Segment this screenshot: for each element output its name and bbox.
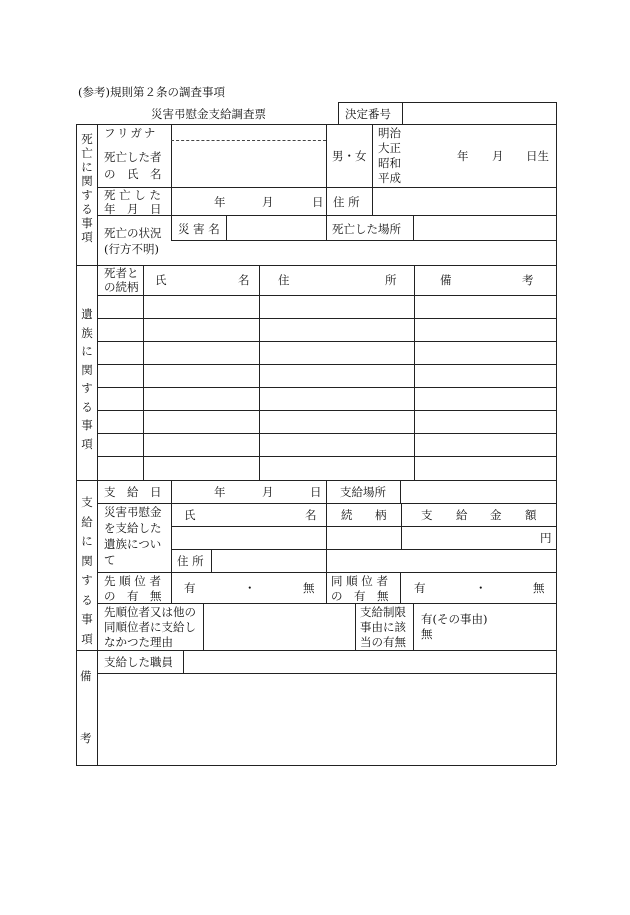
death-section-char: に bbox=[81, 160, 93, 174]
sex-divider-right bbox=[372, 124, 373, 187]
family-section-char: 遺 bbox=[81, 307, 93, 321]
family-col-divider-2 bbox=[259, 265, 260, 480]
payment-section-char: 支 bbox=[81, 495, 93, 509]
same-priority-divider bbox=[400, 572, 401, 603]
era-showa[interactable]: 昭和 bbox=[378, 156, 401, 170]
payment-row-line-2 bbox=[97, 572, 556, 573]
payment-date-label: 支 給 日 bbox=[104, 485, 162, 499]
death-section-char: る bbox=[81, 202, 93, 216]
family-row-line bbox=[97, 341, 556, 342]
payment-place-label: 支給場所 bbox=[340, 485, 386, 499]
payment-section-char: 事 bbox=[81, 612, 93, 626]
death-date-label-1: 死 亡 し た bbox=[104, 188, 161, 202]
death-label-divider bbox=[171, 124, 172, 241]
priority-no-option[interactable]: 無 bbox=[303, 581, 315, 595]
death-year-label: 年 bbox=[214, 195, 226, 209]
frame-right bbox=[556, 124, 557, 765]
family-col-divider-3 bbox=[414, 265, 415, 480]
payment-section-char: る bbox=[81, 592, 93, 607]
recipient-label-1: 災害弔慰金 bbox=[104, 505, 162, 519]
recipient-label-2: を支給した bbox=[104, 521, 162, 535]
payment-place-divider-left bbox=[326, 480, 327, 503]
limit-divider-right bbox=[413, 603, 414, 650]
family-row-line bbox=[97, 364, 556, 365]
death-section-char: 死 bbox=[81, 132, 93, 146]
place-divider bbox=[413, 215, 414, 240]
frame-left bbox=[76, 124, 77, 765]
decision-number-label: 決定番号 bbox=[345, 107, 391, 121]
limit-label-3: 当の有無 bbox=[360, 635, 406, 649]
family-section-char: 関 bbox=[81, 362, 93, 377]
amount-label-4: 額 bbox=[525, 508, 537, 522]
payment-section-label bbox=[80, 493, 94, 649]
col-remarks-label-2: 考 bbox=[522, 273, 534, 287]
limit-yes-option[interactable]: 有(その事由) bbox=[421, 612, 488, 626]
limit-divider-left bbox=[355, 603, 356, 650]
recipient-relation-label-2: 柄 bbox=[375, 508, 387, 522]
decision-box-top bbox=[338, 102, 556, 103]
staff-row-line bbox=[97, 673, 556, 674]
recipient-label-4: て bbox=[104, 553, 116, 567]
payment-place-divider-right bbox=[400, 480, 401, 503]
death-date-label-2: 年 月 日 bbox=[104, 202, 162, 216]
death-section-label bbox=[80, 132, 94, 244]
family-row-line bbox=[97, 433, 556, 434]
priority-yes-option[interactable]: 有 bbox=[184, 581, 196, 595]
payment-subrow-line-1 bbox=[171, 526, 556, 527]
reason-label-1: 先順位者又は他の bbox=[104, 605, 196, 619]
frame-bottom bbox=[76, 765, 556, 766]
death-status-label-2: (行方不明) bbox=[104, 242, 159, 256]
section-divider-remarks bbox=[76, 650, 556, 651]
death-section-char: 関 bbox=[81, 174, 93, 188]
recipient-address-label: 住 所 bbox=[177, 554, 204, 568]
disaster-divider bbox=[226, 215, 227, 240]
payment-section-char: 項 bbox=[81, 631, 93, 646]
col-relation-label-1: 死者と bbox=[104, 266, 139, 280]
section-divider-family bbox=[76, 265, 556, 266]
col-address-label-2: 所 bbox=[385, 273, 397, 287]
family-section-char: 項 bbox=[81, 436, 93, 451]
limit-label-2: 事由に該 bbox=[360, 620, 406, 634]
family-row-line bbox=[97, 456, 556, 457]
priority-label-1: 先 順 位 者 bbox=[104, 574, 161, 588]
payment-row-line-3 bbox=[97, 603, 556, 604]
section-divider-payment bbox=[76, 480, 556, 481]
address-divider-left bbox=[326, 187, 327, 240]
recipient-relation-label-1: 続 bbox=[341, 508, 353, 522]
payment-year-label: 年 bbox=[214, 485, 226, 499]
era-meiji[interactable]: 明治 bbox=[378, 126, 401, 140]
payment-staff-label: 支給した職員 bbox=[104, 655, 173, 669]
family-section-char: す bbox=[81, 381, 93, 395]
payment-section-char: 関 bbox=[81, 553, 93, 568]
death-place-label: 死亡した場所 bbox=[332, 222, 401, 236]
payment-label-divider bbox=[171, 480, 172, 603]
same-priority-yes-option[interactable]: 有 bbox=[414, 581, 426, 595]
reason-label-2: 同順位者に支給し bbox=[104, 620, 196, 634]
death-section-char: 事 bbox=[81, 216, 93, 230]
sex-options[interactable]: 男・女 bbox=[332, 149, 367, 163]
disaster-name-label: 災 害 名 bbox=[178, 222, 220, 236]
birth-day-label: 日生 bbox=[526, 149, 549, 163]
amount-label-2: 給 bbox=[456, 508, 468, 522]
family-section-char: る bbox=[81, 399, 93, 414]
family-section-char: 事 bbox=[81, 418, 93, 432]
limit-label-1: 支給制限 bbox=[360, 605, 406, 619]
priority-separator: ・ bbox=[244, 581, 256, 595]
family-col-divider-1 bbox=[143, 265, 144, 480]
remarks-section-label-1: 備 bbox=[80, 669, 92, 683]
payment-subrow-line-2 bbox=[171, 549, 556, 550]
deceased-name-label-1: 死亡した者 bbox=[104, 150, 162, 164]
decision-box-right bbox=[556, 102, 557, 124]
recipient-address-divider bbox=[211, 549, 212, 572]
amount-label-1: 支 bbox=[421, 508, 433, 522]
furigana-dashed-line bbox=[171, 140, 326, 141]
sex-divider-left bbox=[326, 124, 327, 187]
col-remarks-label-1: 備 bbox=[440, 273, 452, 287]
form-title: 災害弔慰金支給調査票 bbox=[151, 107, 266, 121]
death-row-line-3 bbox=[171, 240, 556, 241]
col-name-label-2: 名 bbox=[238, 273, 250, 287]
frame-top bbox=[76, 124, 556, 125]
amount-label-3: 金 bbox=[490, 508, 502, 522]
payment-section-char: 給 bbox=[81, 514, 93, 529]
section-label-divider bbox=[97, 124, 98, 765]
death-day-label: 日 bbox=[312, 195, 324, 209]
death-section-char: 亡 bbox=[81, 146, 93, 160]
family-section-char: 族 bbox=[81, 325, 93, 340]
recipient-col-divider-2 bbox=[401, 503, 402, 549]
address-divider-right bbox=[372, 187, 373, 215]
family-row-line bbox=[97, 318, 556, 319]
decision-box-left bbox=[338, 102, 339, 124]
era-heisei[interactable]: 平成 bbox=[378, 171, 401, 185]
reason-divider bbox=[203, 603, 204, 650]
payment-section-char: に bbox=[81, 534, 93, 548]
col-relation-label-2: の続柄 bbox=[104, 280, 139, 294]
yen-label: 円 bbox=[540, 531, 552, 545]
birth-year-label: 年 bbox=[457, 149, 469, 163]
recipient-col-divider-1 bbox=[326, 503, 327, 603]
family-section-label bbox=[80, 305, 94, 453]
col-address-label-1: 住 bbox=[278, 273, 290, 287]
death-address-label: 住 所 bbox=[333, 195, 360, 209]
family-row-line bbox=[97, 387, 556, 388]
death-section-char: す bbox=[81, 188, 93, 202]
same-priority-label-1: 同 順 位 者 bbox=[331, 574, 388, 588]
remarks-section-label-2: 考 bbox=[80, 731, 92, 745]
payment-month-label: 月 bbox=[262, 485, 274, 499]
furigana-label: フリガナ bbox=[104, 126, 158, 140]
recipient-name-label-1: 氏 bbox=[184, 508, 196, 522]
payment-day-label: 日 bbox=[310, 485, 322, 499]
decision-box-divider bbox=[402, 102, 403, 124]
recipient-name-label-2: 名 bbox=[305, 508, 317, 522]
reference-note: (参考)規則第２条の調査事項 bbox=[78, 85, 225, 99]
death-status-label-1: 死亡の状況 bbox=[104, 226, 162, 240]
reason-label-3: なかつた理由 bbox=[104, 635, 173, 649]
death-section-char: 項 bbox=[81, 230, 93, 244]
same-priority-separator: ・ bbox=[475, 581, 487, 595]
payment-section-char: す bbox=[81, 573, 93, 587]
death-month-label: 月 bbox=[262, 195, 274, 209]
era-taisho[interactable]: 大正 bbox=[378, 141, 401, 155]
same-priority-label-2: の 有 無 bbox=[331, 589, 389, 603]
limit-no-option[interactable]: 無 bbox=[421, 627, 433, 641]
col-name-label-1: 氏 bbox=[155, 273, 167, 287]
family-row-line bbox=[97, 295, 556, 296]
family-section-char: に bbox=[81, 344, 93, 358]
deceased-name-label-2: の 氏 名 bbox=[104, 167, 162, 181]
same-priority-no-option[interactable]: 無 bbox=[533, 581, 545, 595]
recipient-label-3: 遺族につい bbox=[104, 537, 162, 551]
priority-label-2: の 有 無 bbox=[104, 589, 162, 603]
birth-month-label: 月 bbox=[492, 149, 504, 163]
family-row-line bbox=[97, 410, 556, 411]
staff-label-divider bbox=[183, 650, 184, 673]
